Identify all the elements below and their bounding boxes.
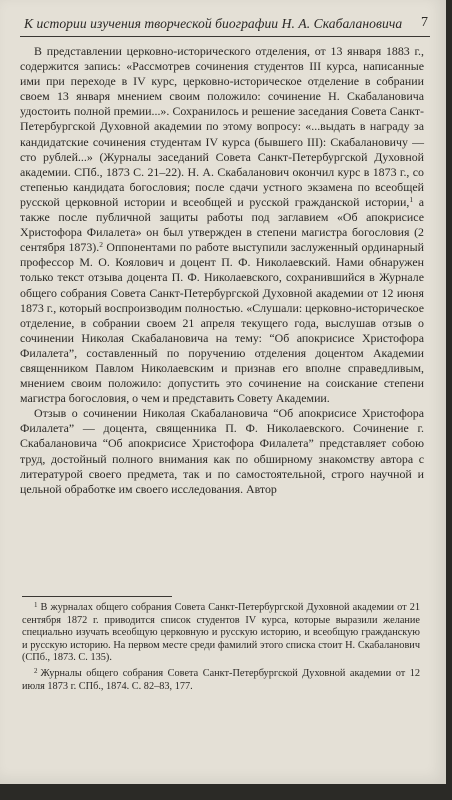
footnote: [22, 602, 420, 665]
footnote-ref: 2: [99, 240, 103, 250]
main-text: [20, 44, 424, 497]
footnote-ref: 1: [409, 194, 414, 204]
footnote-text: Журналы общего собрания Совета Санкт-Петербургской Духовной академии от 12 июля 1873 г. СПб., 1874. С. 82–83, 177.: [22, 667, 420, 692]
footnote: [22, 668, 420, 693]
footnote-mark: 2: [34, 666, 38, 675]
page-number: 7: [421, 15, 428, 30]
paragraph: [20, 44, 424, 406]
paragraph-text: а также после публичной защиты работы под заглавием «Об апокрисисе Христофора Филалета» он был утвержден в степени магистра богословия (2 сентября 1873).: [20, 194, 424, 255]
footnotes: [22, 602, 420, 696]
paragraph: Отзыв о сочинении Николая Скабалановича “Об апокрисисе Христофора Филалета” — доцента, священника П. Ф. Николаевского. Сочинение г. Скабалановича “Об апокрисисе Христофора Филалета” представляет собою труд, достойный полного внимания как по обширному знакомству автора с литературой своего предмета, так и по самостоятельной, строго научной и цельной обработке им своего исследования. Автор: [20, 406, 424, 496]
footnote-text: В журналах общего собрания Совета Санкт-Петербургской Духовной академии от 21 сентября 1872 г. приводится список студентов IV курса, которые выразили желание специально изучать всеобщую церковную и русскую историю, и всеобщую гражданскую и русскую историю. На первом месте среди фамилий этого списка стоит Н. Скабаланович (СПб., 1873. С. 135).: [22, 602, 420, 664]
paragraph-text: В представлении церковно-исторического отделения, от 13 января 1883 г., содержится запись: «Рассмотрев сочинения студентов III курса, написанные ими при переходе в IV курс, церковно-историческое отделение в собрании своем 13 января мнением своим положило: сочинение Н. Скабалановича удостоить полной премии...». Сохранилось и решение заседания Совета Санкт-Петербургской Духовной академии по этому вопросу: «...выдать в награду за кандидатские сочинения студентам IV курса (бывшего III): Скабалановичу — сто рублей...» (Журналы заседаний Совета Санкт-Петербургской Духовной академии. СПб., 1873 С. 21–22). Н. А. Скабаланович окончил курс в 1873 г., со степенью кандидата богословия; после сдачи устного экзамена по всеобщей русской церковной истории и всеобщей и русской гражданской истории,: [20, 44, 424, 209]
running-title: К истории изучения творческой биографии Н. А. Скабалановича: [24, 16, 403, 31]
paragraph-text: Оппонентами по работе выступили заслуженный ординарный профессор М. О. Коялович и доцент П. Ф. Николаевский. Нами обнаружен только текст отзыва доцента П. Ф. Николаевского, сохранившийся в Журнале общего собрания Совета Санкт-Петербургской Духовной академии от 12 июня 1873 г., который воспроизводим полностью. «Слушали: церковно-историческое отделение, в собрании своем 21 апреля текущего года, выслушав отзыв о сочинении Николая Скабалановича на тему: “Об апокрисисе Христофора Филалета”, составленный по поручению отделения доцентом Академии священником Павлом Николаевским и признав его вполне справедливым, мнением своим положило: допустить это сочинение на соискание степени магистра богословия, о чем и представить Совету Академии.: [20, 240, 425, 406]
footnote-mark: 1: [34, 601, 38, 609]
page-header: [20, 16, 430, 37]
footnote-rule: [22, 596, 172, 597]
